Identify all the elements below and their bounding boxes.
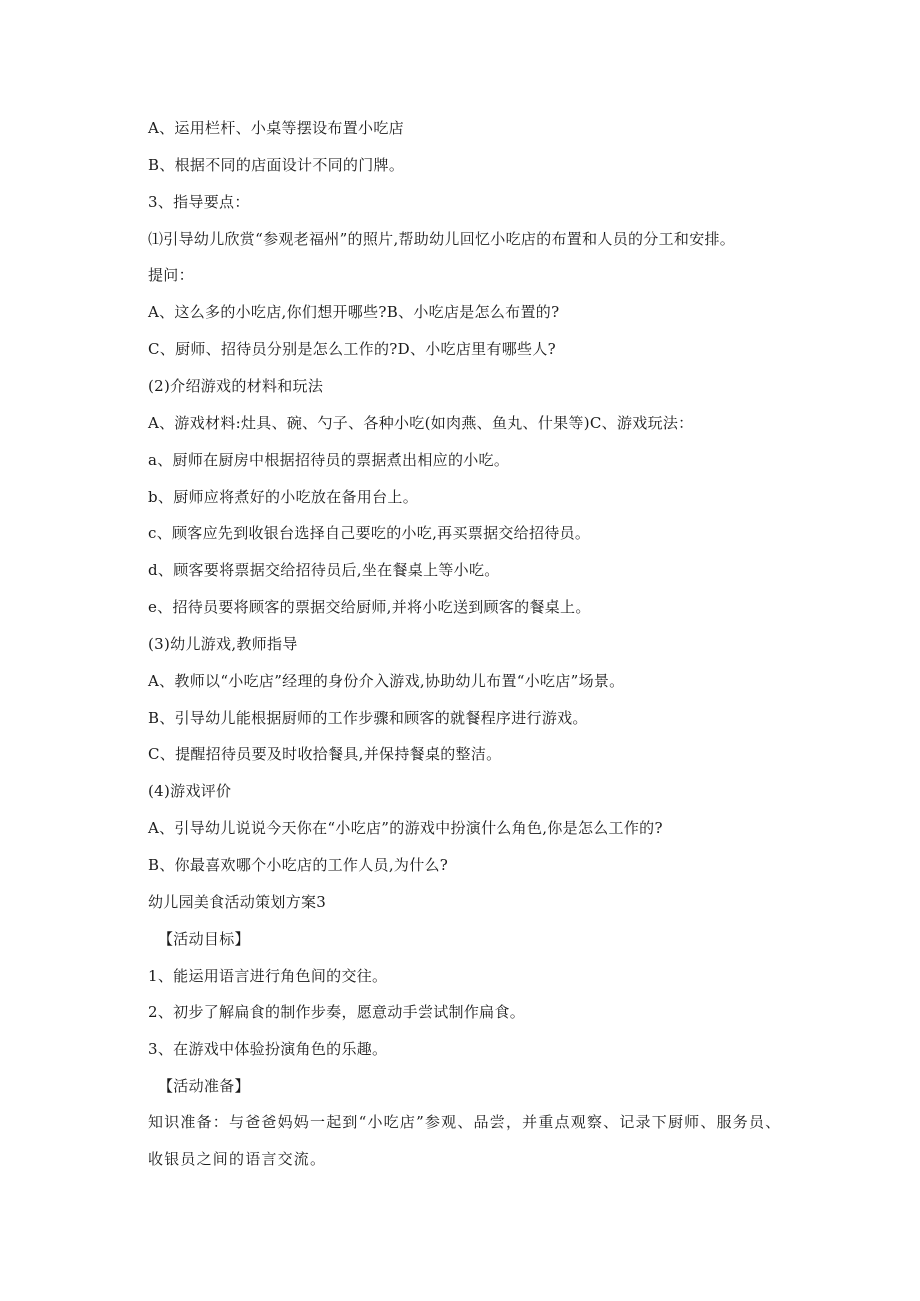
section-heading: 【活动准备】 [158,1077,250,1095]
text-line: 3、在游戏中体验扮演角色的乐趣。 [148,1040,388,1058]
text-line: b、厨师应将煮好的小吃放在备用台上。 [148,488,419,506]
text-line: (3)幼儿游戏,教师指导 [148,635,298,653]
text-line: A、这么多的小吃店,你们想开哪些?B、小吃店是怎么布置的? [148,303,560,321]
text-line: A、运用栏杆、小桌等摆设布置小吃店 [148,119,404,137]
text-line: B、你最喜欢哪个小吃店的工作人员,为什么? [148,856,449,874]
text-line: A、教师以“小吃店”经理的身份介入游戏,协助幼儿布置“小吃店”场景。 [148,672,625,690]
text-line: c、顾客应先到收银台选择自己要吃的小吃,再买票据交给招待员。 [148,524,591,542]
text-line: A、游戏材料:灶具、碗、勺子、各种小吃(如肉燕、鱼丸、什果等)C、游戏玩法： [148,414,694,432]
section-title: 幼儿园美食活动策划方案3 [148,893,327,911]
text-line: ⑴引导幼儿欣赏“参观老福州”的照片,帮助幼儿回忆小吃店的布置和人员的分工和安排。 [148,230,736,248]
text-line: 3、指导要点： [148,193,250,211]
text-line: 提问： [148,266,194,284]
text-line: B、引导幼儿能根据厨师的工作步骤和顾客的就餐程序进行游戏。 [148,709,588,727]
text-line: 2、初步了解扁食的制作步奏，愿意动手尝试制作扁食。 [148,1003,526,1021]
section-heading: 【活动目标】 [158,930,250,948]
text-line: C、提醒招待员要及时收拾餐具,并保持餐桌的整洁。 [148,745,502,763]
text-line: e、招待员要将顾客的票据交给厨师,并将小吃送到顾客的餐桌上。 [148,598,591,616]
text-line: d、顾客要将票据交给招待员后,坐在餐桌上等小吃。 [148,561,500,579]
text-line: a、厨师在厨房中根据招待员的票据煮出相应的小吃。 [148,451,510,469]
text-line: B、根据不同的店面设计不同的门牌。 [148,156,405,174]
text-line: 1、能运用语言进行角色间的交往。 [148,967,388,985]
text-line: (4)游戏评价 [148,782,232,800]
text-line: C、厨师、招待员分别是怎么工作的?D、小吃店里有哪些人? [148,340,556,358]
paragraph: 知识准备：与爸爸妈妈一起到“小吃店”参观、品尝，并重点观察、记录下厨师、服务员、收银员之间的语言交流。 [148,1113,782,1168]
text-line: (2)介绍游戏的材料和玩法 [148,377,324,395]
text-line: A、引导幼儿说说今天你在“小吃店”的游戏中扮演什么角色,你是怎么工作的? [148,819,663,837]
